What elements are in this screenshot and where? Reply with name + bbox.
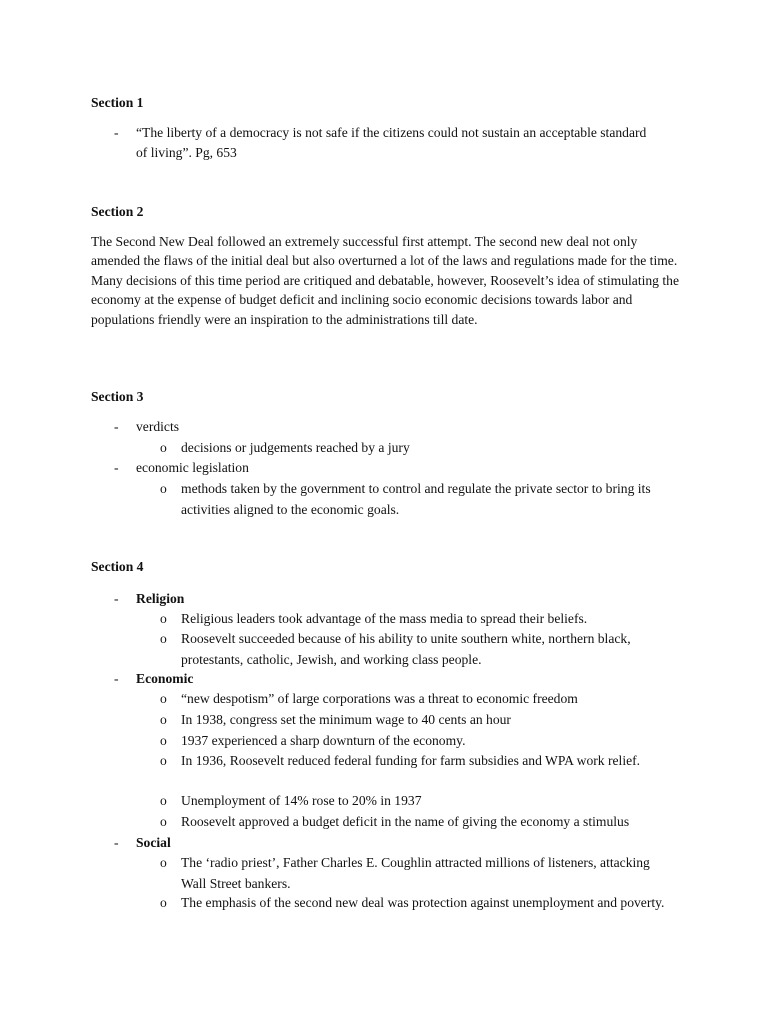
circle-bullet: o	[160, 691, 167, 706]
section-1-quote: “The liberty of a democracy is not safe if the citizens could not sustain an acceptable standard of living”. Pg, 653	[136, 125, 647, 160]
sub-item: The ‘radio priest’, Father Charles E. Coughlin attracted millions of listeners, attacking Wall Street bankers.	[181, 855, 650, 891]
section-1-heading: Section 1	[91, 95, 144, 110]
circle-bullet: o	[160, 753, 167, 768]
dash-bullet: -	[114, 125, 119, 140]
sub-item: methods taken by the government to control and regulate the private sector to bring its activities aligned to the economic goals.	[181, 481, 651, 517]
sub-item: 1937 experienced a sharp downturn of the economy.	[181, 733, 466, 748]
dash-bullet: -	[114, 835, 119, 850]
sub-item: Unemployment of 14% rose to 20% in 1937	[181, 793, 422, 808]
sub-item: Religious leaders took advantage of the mass media to spread their beliefs.	[181, 611, 588, 626]
dash-bullet: -	[114, 591, 119, 606]
dash-bullet: -	[114, 419, 119, 434]
circle-bullet: o	[160, 712, 167, 727]
list-item-religion: Religion	[136, 591, 185, 606]
circle-bullet: o	[160, 895, 167, 910]
sub-item: Roosevelt succeeded because of his ability to unite southern white, northern black, protestants, catholic, Jewish, and working class people.	[181, 631, 631, 667]
circle-bullet: o	[160, 814, 167, 829]
circle-bullet: o	[160, 440, 167, 455]
sub-item: decisions or judgements reached by a jury	[181, 440, 410, 455]
dash-bullet: -	[114, 460, 119, 475]
list-item-economic-legislation: economic legislation	[136, 460, 249, 475]
circle-bullet: o	[160, 855, 167, 870]
section-2-heading: Section 2	[91, 204, 144, 219]
sub-item: In 1938, congress set the minimum wage to 40 cents an hour	[181, 712, 511, 727]
list-item-economic: Economic	[136, 671, 194, 686]
circle-bullet: o	[160, 481, 167, 496]
circle-bullet: o	[160, 733, 167, 748]
section-4-heading: Section 4	[91, 559, 144, 574]
sub-item: Roosevelt approved a budget deficit in the name of giving the economy a stimulus	[181, 814, 630, 829]
sub-item: In 1936, Roosevelt reduced federal funding for farm subsidies and WPA work relief.	[181, 753, 641, 768]
section-3-heading: Section 3	[91, 389, 144, 404]
list-item-verdicts: verdicts	[136, 419, 180, 434]
circle-bullet: o	[160, 793, 167, 808]
list-item-social: Social	[136, 835, 171, 850]
section-2-paragraph: The Second New Deal followed an extremely successful first attempt. The second new deal not only amended the flaws of the initial deal but also overturned a lot of the laws and regulations made for the time. Many decisions of this time period are critiqued and debatable, however, Roosevelt’s idea of stimulating the economy at the expense of budget deficit and inclining socio economic decisions towards labor and populations friendly were an inspiration to the administrations till date.	[91, 234, 679, 327]
sub-item: “new despotism” of large corporations was a threat to economic freedom	[181, 691, 578, 706]
circle-bullet: o	[160, 631, 167, 646]
circle-bullet: o	[160, 611, 167, 626]
sub-item: The emphasis of the second new deal was protection against unemployment and poverty.	[181, 895, 665, 910]
dash-bullet: -	[114, 671, 119, 686]
